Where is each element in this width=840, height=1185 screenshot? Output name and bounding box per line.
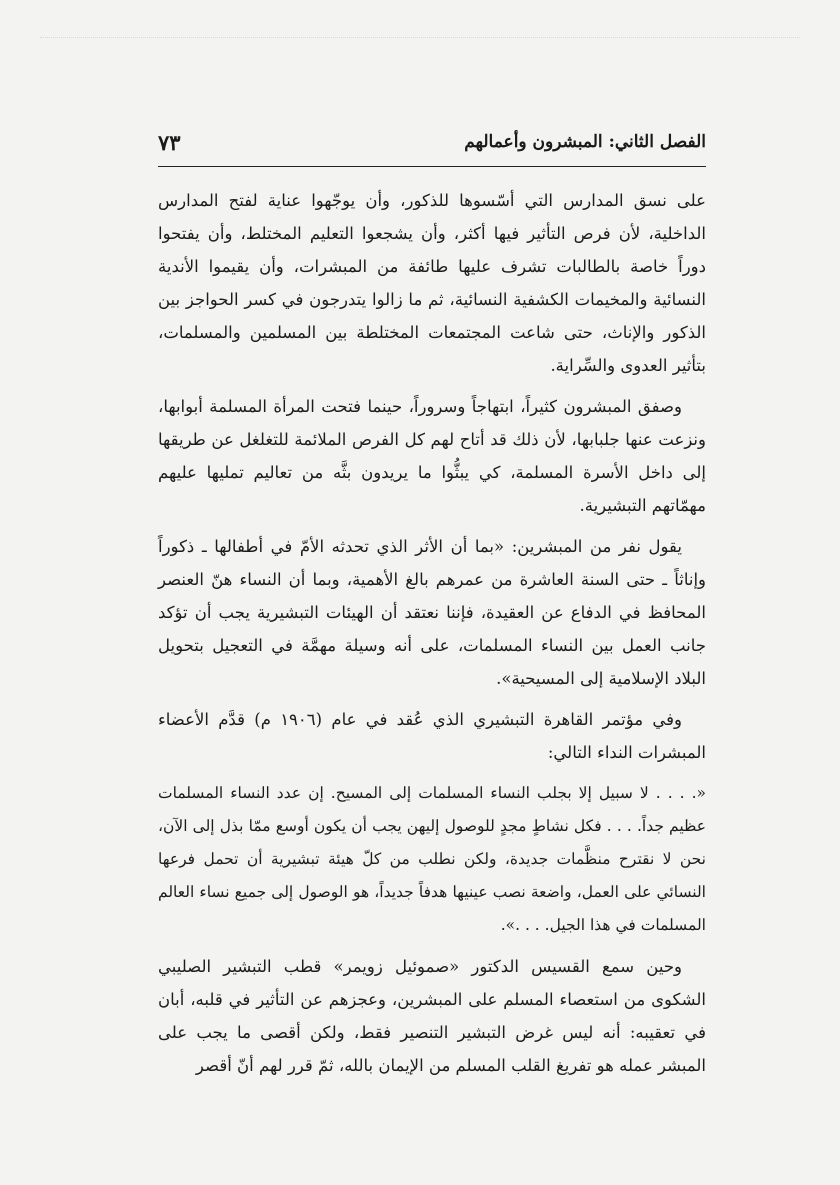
scan-edge-line: [40, 37, 800, 38]
paragraph-zwemer: وحين سمع القسيس الدكتور «صموئيل زويمر» قطب التبشير الصليبي الشكوى من استعصاء المسلم على المبشرين، وعجزهم عن التأثير في قلبه، أبان في تعقيبه: أنه ليس غرض التبشير التنصير فقط، ولكن أقصى ما يجب على المبشر عمله هو تفريغ القلب المسلم من الإيمان بالله، ثمّ قرر لهم أنّ أقصر: [158, 957, 706, 1075]
paragraph-quote-appeal: «. . . . لا سبيل إلا بجلب النساء المسلمات إلى المسيح. إن عدد النساء المسلمات عظيم جداً. . . . فكل نشاطٍ مجدٍ للوصول إليهن يجب أن يكون أوسع ممّا بذل إلى الآن، نحن لا نقترح منظَّمات جديدة، ولكن نطلب من كلّ هيئة تبشيرية أن تحمل فرعها النسائي على العمل، واضعة نصب عينيها هدفاً جديداً، هو الوصول إلى جميع نساء العالم المسلمات في هذا الجيل. . . .».: [158, 784, 706, 934]
chapter-title: الفصل الثاني: المبشرون وأعمالهم: [464, 132, 706, 152]
paragraph-cairo-conference: وفي مؤتمر القاهرة التبشيري الذي عُقد في عام (١٩٠٦ م) قدَّم الأعضاء المبشرات النداء التالي:: [158, 710, 706, 762]
paragraph-continuation: على نسق المدارس التي أسّسوها للذكور، وأن يوجّهوا عناية لفتح المدارس الداخلية، لأن فرص التأثير فيها أكثر، وأن يشجعوا التعليم المختلط، وأن يفتحوا دوراً خاصة بالطالبات تشرف عليها طائفة من المبشرات، وأن يقيموا الأندية النسائية والمخيمات الكشفية النسائية، ثم ما زالوا يتدرجون في كسر الحواجز بين الذكور والإناث، حتى شاعت المجتمعات المختلطة بين المسلمين والمسلمات، بتأثير العدوى والسِّراية.: [158, 191, 706, 375]
page-body: [158, 184, 706, 1090]
page-number: ٧٣: [158, 130, 181, 155]
page-header: [158, 128, 706, 162]
paragraph: وصفق المبشرون كثيراً، ابتهاجاً وسروراً، حينما فتحت المرأة المسلمة أبوابها، ونزعت عنها جلبابها، لأن ذلك قد أتاح لهم كل الفرص الملائمة للتغلغل عن طريقها إلى داخل الأسرة المسلمة، كي يبثُّوا ما يريدون بثَّه من تعاليم تمليها عليهم مهمّاتهم التبشيرية.: [158, 397, 706, 515]
header-divider: [158, 166, 706, 167]
paragraph-quote-missionaries: يقول نفر من المبشرين: «بما أن الأثر الذي تحدثه الأمّ في أطفالها ـ ذكوراً وإناثاً ـ حتى السنة العاشرة من عمرهم بالغ الأهمية، وبما أن النساء هنّ العنصر المحافظ في الدفاع عن العقيدة، فإننا نعتقد أن الهيئات التبشيرية يجب أن تؤكد جانب العمل بين النساء المسلمات، على أنه وسيلة مهمَّة في التعجيل بتحويل البلاد الإسلامية إلى المسيحية».: [158, 537, 706, 688]
